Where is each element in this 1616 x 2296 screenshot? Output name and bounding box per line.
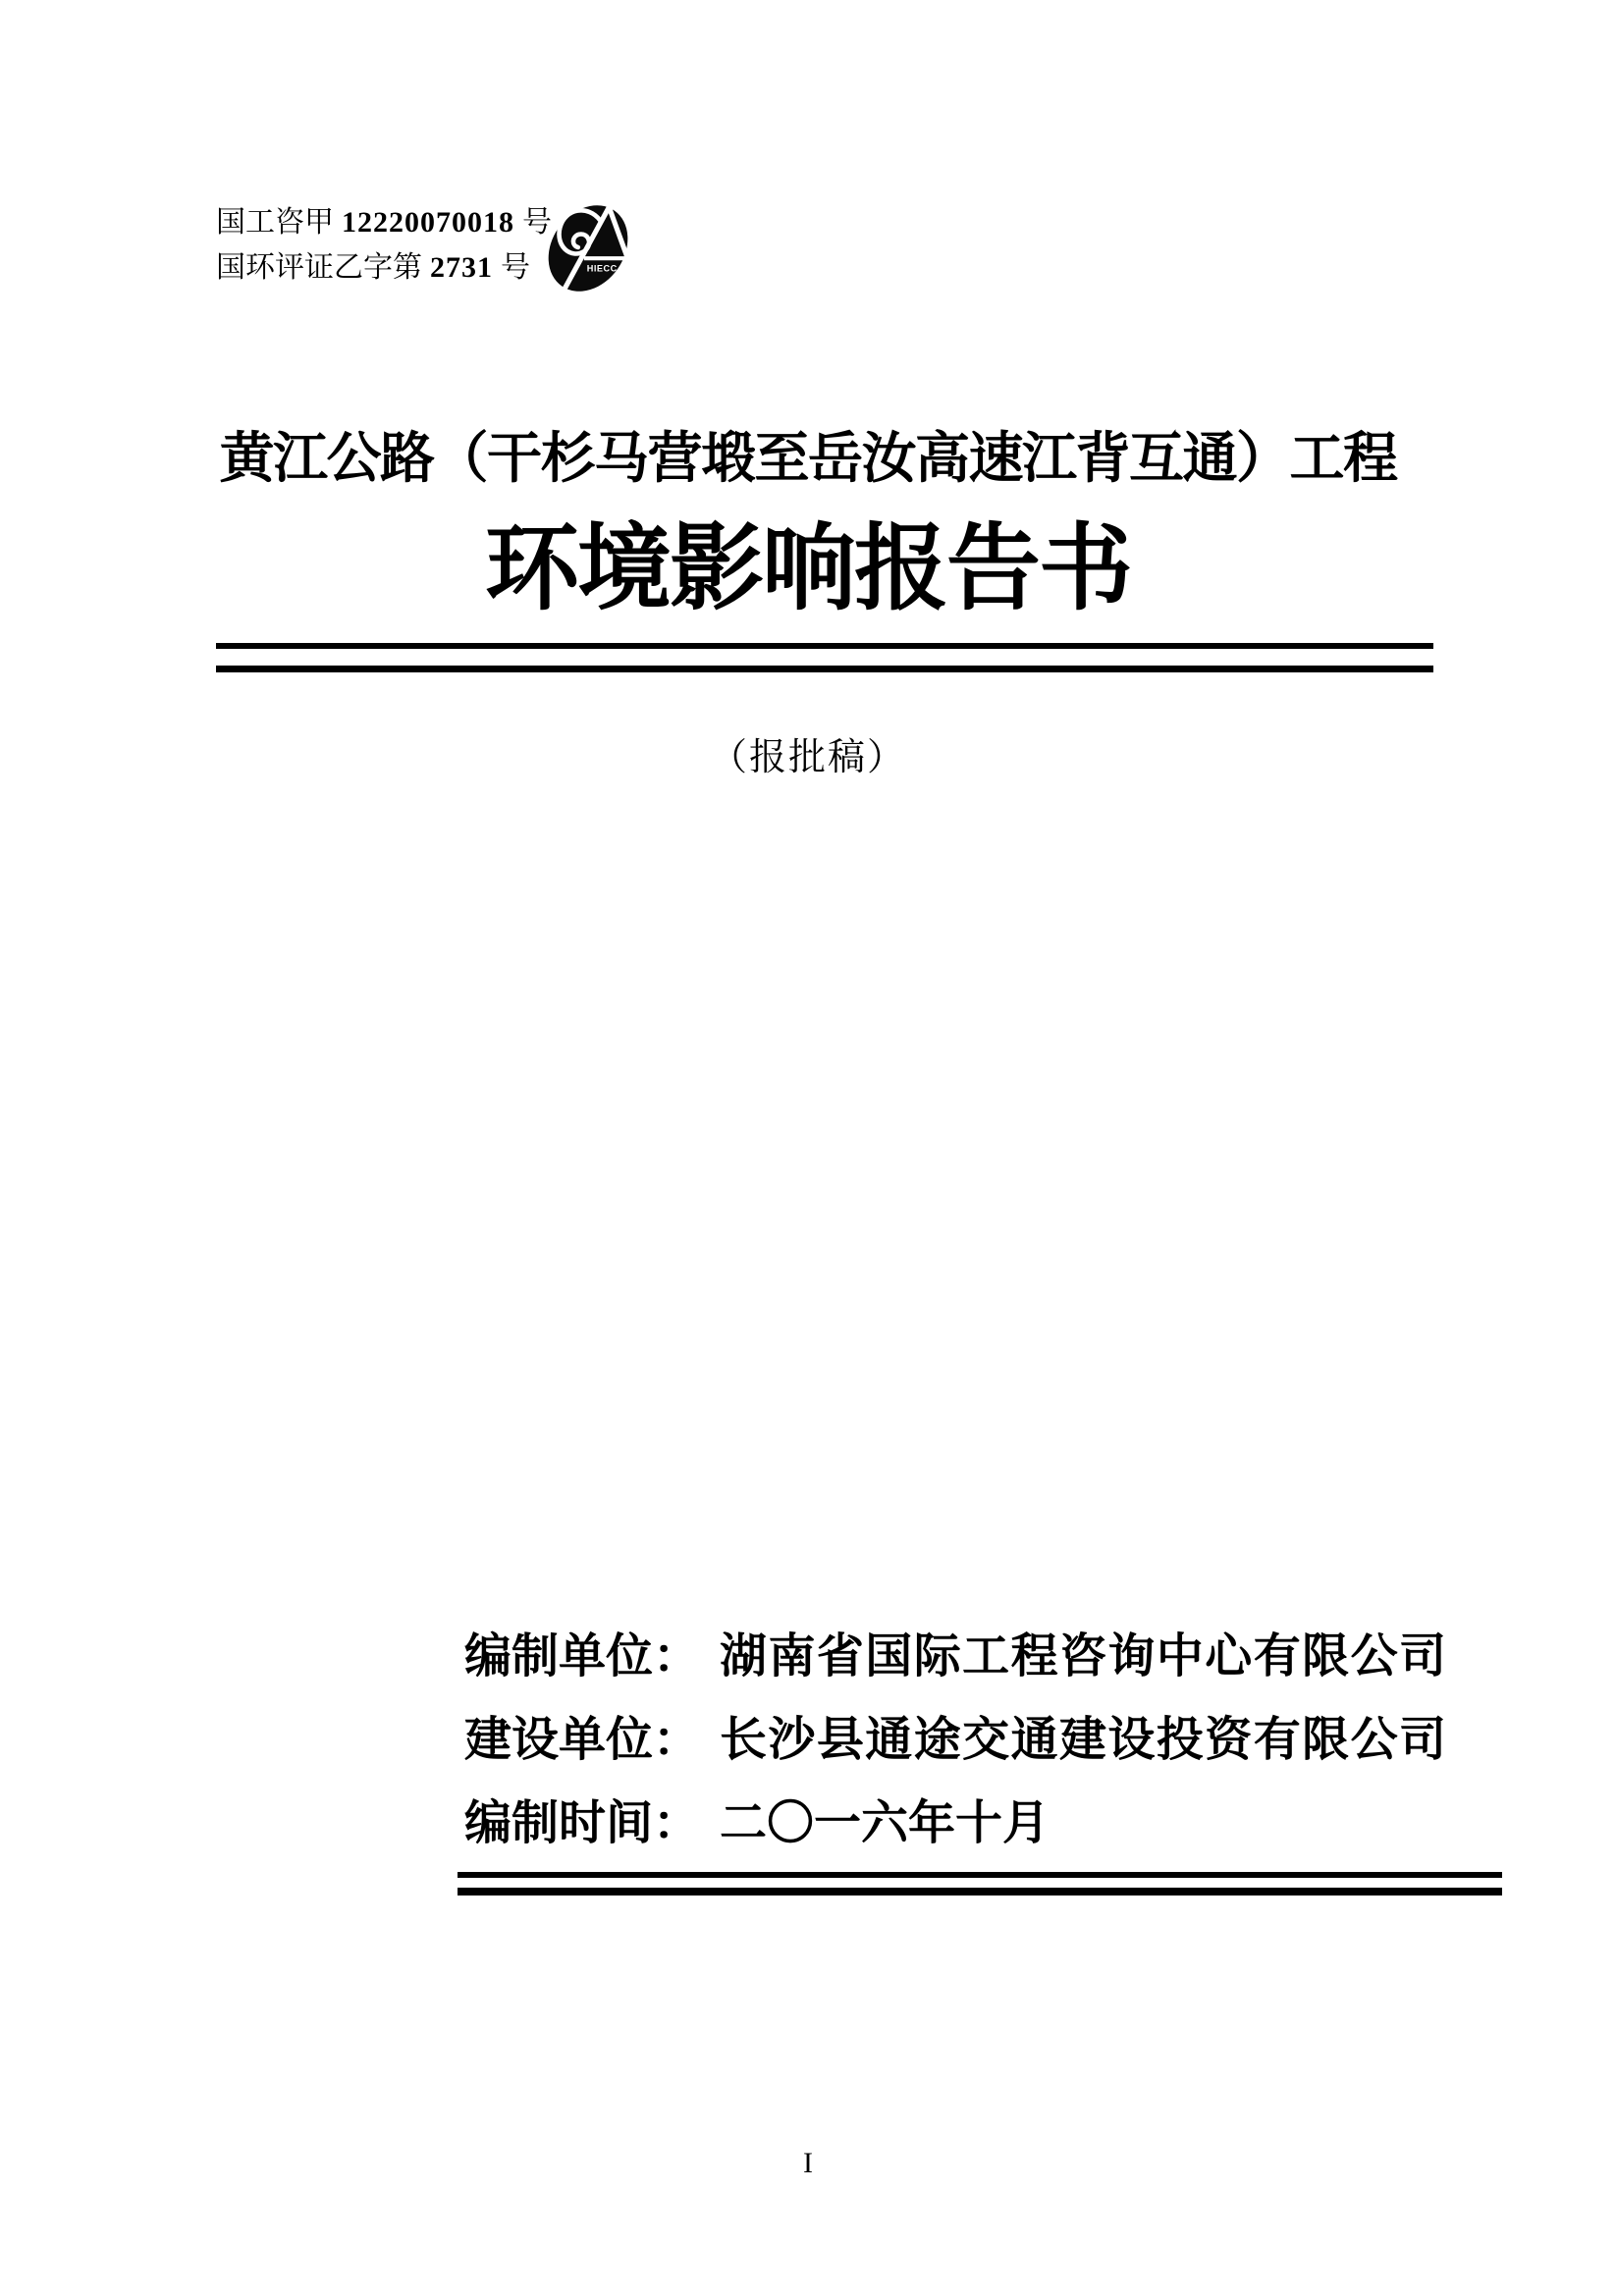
- certificate-line-2: [216, 245, 552, 291]
- report-type-title: 环境影响报告书: [485, 516, 1131, 621]
- preparation-info: [464, 1615, 1446, 1865]
- construction-unit-value: 长沙县通途交通建设投资有限公司: [720, 1714, 1447, 1766]
- preparation-date-row: [464, 1782, 1446, 1865]
- draft-label: （报批稿）: [709, 737, 906, 778]
- preparation-date-value: 二〇一六年十月: [720, 1797, 1050, 1849]
- preparation-date-label: 编制时间：: [464, 1797, 701, 1849]
- certificate-2-suffix: 号: [501, 251, 530, 284]
- certificate-2-number: 2731: [430, 251, 493, 284]
- construction-unit-row: [464, 1698, 1446, 1782]
- rule-bottom-line-1: [458, 1872, 1502, 1878]
- double-rule-top: [216, 643, 1433, 672]
- certificate-1-number: 12220070018: [342, 206, 514, 239]
- prepared-by-label: 编制单位：: [464, 1630, 701, 1682]
- certificate-numbers: [216, 200, 552, 291]
- prepared-by-value: 湖南省国际工程咨询中心有限公司: [720, 1630, 1447, 1682]
- certificate-1-prefix: 国工咨甲: [216, 206, 334, 239]
- certificate-line-1: [216, 200, 552, 245]
- certificate-2-prefix: 国环评证乙字第: [216, 251, 422, 284]
- hiecc-logo-icon: [538, 196, 638, 300]
- prepared-by-row: [464, 1615, 1446, 1698]
- logo-acronym: HIECC: [586, 263, 618, 274]
- project-title: 黄江公路（干杉马营塅至岳汝高速江背互通）工程: [219, 427, 1397, 489]
- double-rule-bottom: [458, 1872, 1502, 1896]
- rule-top-line-1: [216, 643, 1433, 649]
- rule-top-line-2: [216, 666, 1433, 672]
- rule-bottom-line-2: [458, 1888, 1502, 1896]
- page-number: I: [803, 2147, 813, 2179]
- certificate-1-suffix: 号: [522, 206, 552, 239]
- construction-unit-label: 建设单位：: [464, 1714, 701, 1766]
